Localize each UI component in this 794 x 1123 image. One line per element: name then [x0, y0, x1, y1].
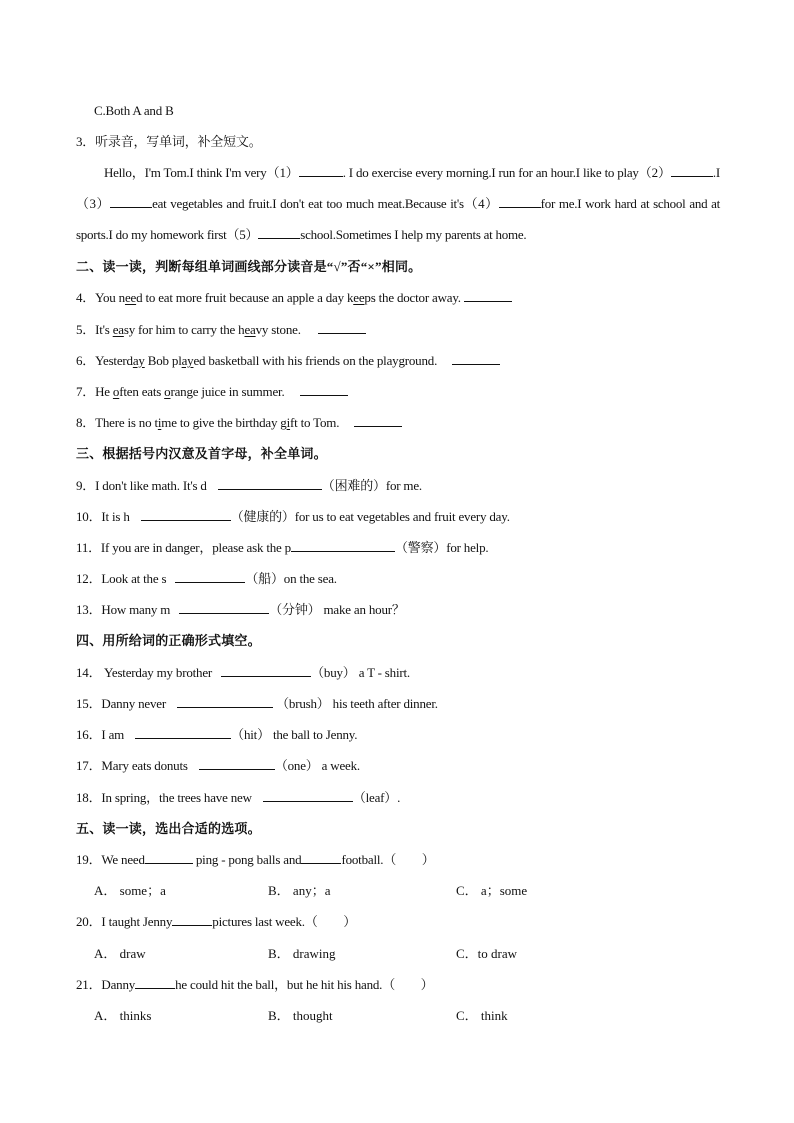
- answer-blank[interactable]: [291, 540, 395, 552]
- question-19: 19．We need ping - pong balls and football.（ ）: [76, 852, 435, 867]
- q20-option-a[interactable]: A． draw: [94, 946, 146, 961]
- q3-blank-1[interactable]: [299, 165, 343, 177]
- answer-blank[interactable]: [464, 290, 512, 302]
- q3-blank-3[interactable]: [110, 196, 152, 208]
- answer-blank[interactable]: [452, 353, 500, 365]
- question-7: 7．He often eats orange juice in summer.: [76, 384, 734, 400]
- answer-blank[interactable]: [354, 415, 402, 427]
- q19-option-c[interactable]: C． a；some: [456, 883, 528, 898]
- question-11: 11．If you are in danger，please ask the p （警察）for help.: [76, 540, 489, 555]
- section-3-title: 三、根据括号内汉意及首字母，补全单词。: [76, 446, 327, 461]
- question-12: 12．Look at the s （船）on the sea.: [76, 571, 337, 586]
- answer-blank[interactable]: [175, 571, 245, 583]
- q20-option-b[interactable]: B． drawing: [268, 946, 336, 961]
- q3-title: 3．听录音，写单词，补全短文。: [76, 134, 262, 149]
- section-2-title: 二、读一读，判断每组单词画线部分读音是“√”否“×”相同。: [76, 259, 422, 274]
- section-4-title: 四、用所给词的正确形式填空。: [76, 633, 261, 648]
- question-18: 18．In spring，the trees have new （leaf）.: [76, 790, 401, 805]
- answer-blank[interactable]: [177, 696, 273, 708]
- q3-blank-4[interactable]: [499, 196, 541, 208]
- q20-option-c[interactable]: C．to draw: [456, 946, 518, 961]
- question-17: 17．Mary eats donuts （one） a week.: [76, 758, 360, 773]
- q2-option-c: C.Both A and B: [94, 103, 174, 118]
- question-8: 8．There is no time to give the birthday gift to Tom.: [76, 415, 734, 431]
- answer-blank[interactable]: [141, 509, 231, 521]
- answer-blank[interactable]: [172, 914, 212, 926]
- answer-blank[interactable]: [199, 758, 275, 770]
- question-9: 9．I don't like math. It's d （困难的）for me.: [76, 478, 422, 493]
- question-15: 15．Danny never （brush） his teeth after dinner.: [76, 696, 438, 711]
- question-13: 13．How many m （分钟） make an hour？: [76, 602, 405, 617]
- q3-passage: Hello，I'm Tom.I think I'm very（1） . I do exercise every morning.I run for an hour.I like to play（2） .I（3） eat vegetables and fruit.I don't eat too much meat.Because it's（4） for me.I work hard at school and at sports.I do my homework first（5） school.Sometimes I help my parents at home.: [76, 165, 720, 242]
- answer-blank[interactable]: [135, 977, 175, 989]
- q3-blank-2[interactable]: [671, 165, 713, 177]
- question-10: 10．It is h （健康的）for us to eat vegetables and fruit every day.: [76, 509, 510, 524]
- section-5-title: 五、读一读，选出合适的选项。: [76, 821, 261, 836]
- q19-option-a[interactable]: A． some；a: [94, 883, 166, 898]
- question-20: 20．I taught Jenny pictures last week.（ ）: [76, 914, 357, 929]
- answer-blank[interactable]: [145, 852, 193, 864]
- q19-option-b[interactable]: B． any；a: [268, 883, 331, 898]
- question-14: 14． Yesterday my brother （buy） a T - shirt.: [76, 665, 410, 680]
- question-5: 5．It's easy for him to carry the heavy stone.: [76, 322, 734, 338]
- answer-blank[interactable]: [218, 478, 322, 490]
- q3-blank-5[interactable]: [258, 227, 300, 239]
- answer-blank[interactable]: [318, 322, 366, 334]
- answer-blank[interactable]: [179, 602, 269, 614]
- q21-option-a[interactable]: A． thinks: [94, 1008, 152, 1023]
- q21-option-c[interactable]: C． think: [456, 1008, 508, 1023]
- q21-option-b[interactable]: B． thought: [268, 1008, 333, 1023]
- question-16: 16．I am （hit） the ball to Jenny.: [76, 727, 358, 742]
- question-21: 21．Danny he could hit the ball，but he hit his hand.（ ）: [76, 977, 434, 992]
- answer-blank[interactable]: [301, 852, 341, 864]
- answer-blank[interactable]: [135, 727, 231, 739]
- answer-blank[interactable]: [300, 384, 348, 396]
- answer-blank[interactable]: [221, 665, 311, 677]
- answer-blank[interactable]: [263, 790, 353, 802]
- question-6: 6．Yesterday Bob played basketball with his friends on the playground.: [76, 353, 734, 369]
- question-4: 4．You need to eat more fruit because an apple a day keeps the doctor away.: [76, 290, 734, 306]
